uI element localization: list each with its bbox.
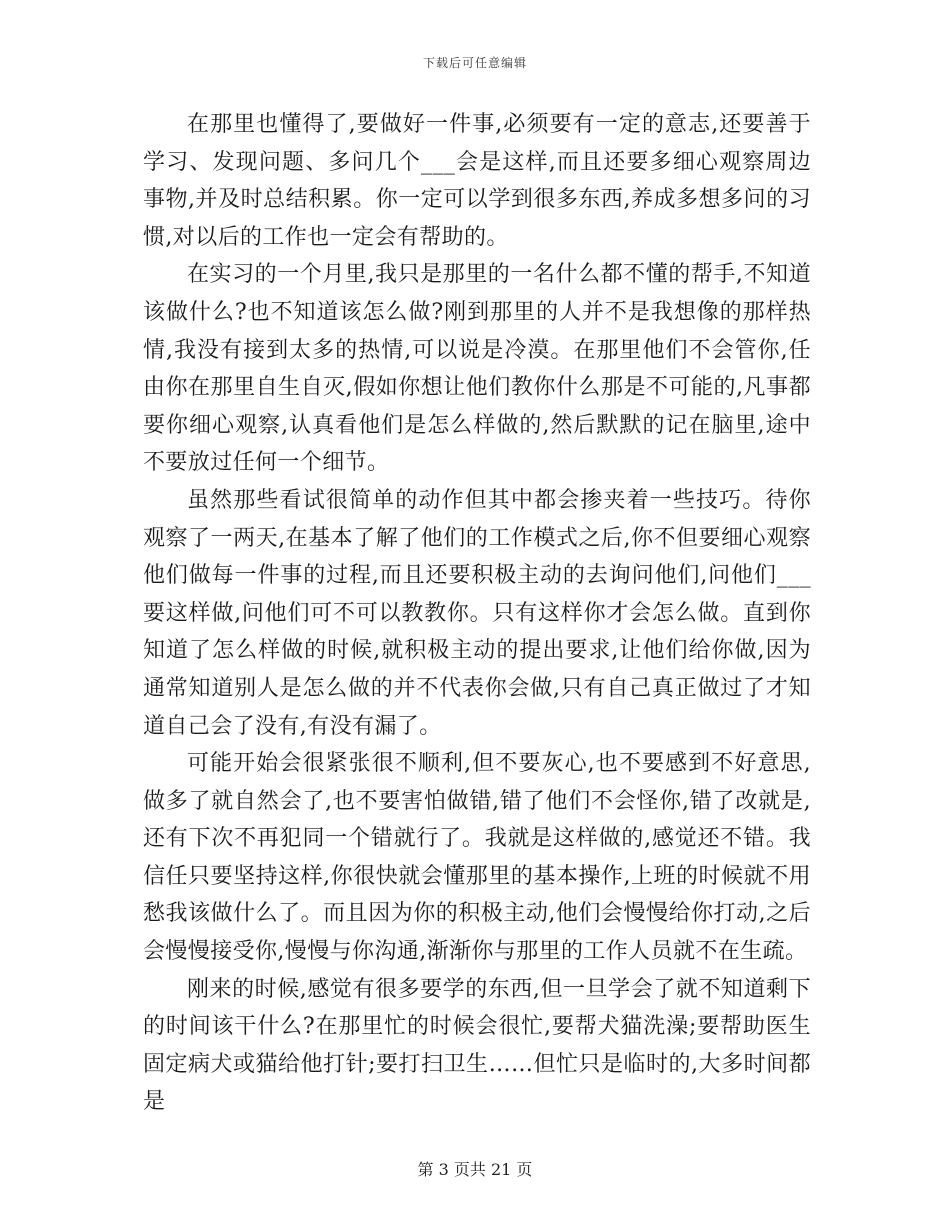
- paragraph: 刚来的时候,感觉有很多要学的东西,但一旦学会了就不知道剩下的时间该干什么?在那里忙的时候会很忙,要帮犬猫洗澡;要帮助医生固定病犬或猫给他打针;要打扫卫生……但忙只是临时的,大多时间都是: [143, 976, 811, 1115]
- header-note: 下载后可任意编辑: [422, 56, 527, 70]
- paragraph: 在实习的一个月里,我只是那里的一名什么都不懂的帮手,不知道该做什么?也不知道该怎么做?刚到那里的人并不是我想像的那样热情,我没有接到太多的热情,可以说是冷漠。在那里他们不会管你,任由你在那里自生自灭,假如你想让他们教你什么那是不可能的,凡事都要你细心观察,认真看他们是怎么样做的,然后默默的记在脑里,途中不要放过任何一个细节。: [143, 262, 811, 476]
- paragraph: 可能开始会很紧张很不顺利,但不要灰心,也不要感到不好意思,做多了就自然会了,也不要害怕做错,错了他们不会怪你,错了改就是,还有下次不再犯同一个错就行了。我就是这样做的,感觉还不错。我信任只要坚持这样,你很快就会懂那里的基本操作,上班的时候就不用愁我该做什么了。而且因为你的积极主动,他们会慢慢给你打动,之后会慢慢接受你,慢慢与你沟通,渐渐你与那里的工作人员就不在生疏。: [143, 751, 811, 965]
- body-text: [143, 106, 811, 1121]
- paragraph: 在那里也懂得了,要做好一件事,必须要有一定的意志,还要善于学习、发现问题、多问几个___会是这样,而且还要多细心观察周边事物,并及时总结积累。你一定可以学到很多东西,养成多想多问的习惯,对以后的工作也一定会有帮助的。: [143, 112, 811, 250]
- page-number: 第 3 页共 21 页: [417, 1160, 533, 1179]
- paragraph: 虽然那些看试很简单的动作但其中都会掺夹着一些技巧。待你观察了一两天,在基本了解了他们的工作模式之后,你不但要细心观察他们做每一件事的过程,而且还要积极主动的去询问他们,问他们___要这样做,问他们可不可以教教你。只有这样你才会怎么做。直到你知道了怎么样做的时候,就积极主动的提出要求,让他们给你做,因为通常知道别人是怎么做的并不代表你会做,只有自己真正做过了才知道自己会了没有,有没有漏了。: [143, 487, 811, 739]
